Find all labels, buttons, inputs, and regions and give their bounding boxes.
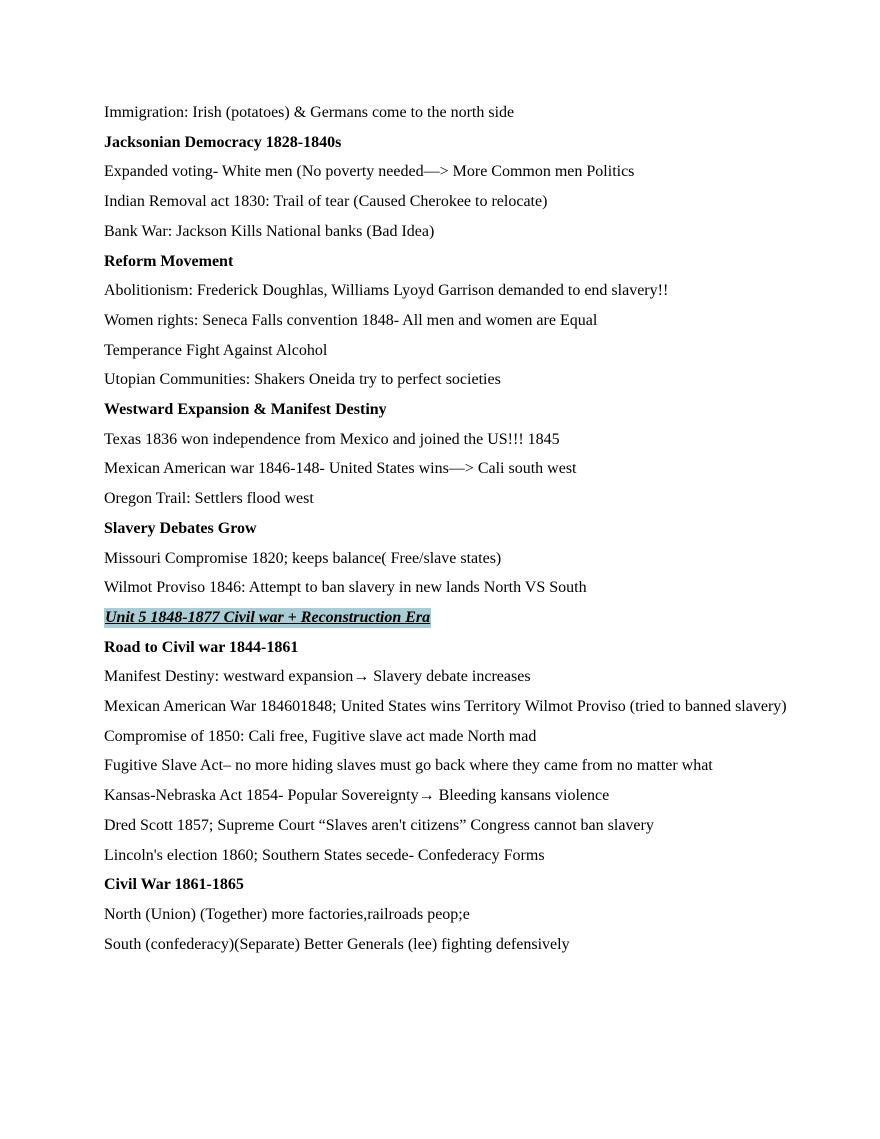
text-line: Manifest Destiny: westward expansion→ Slavery debate increases: [104, 668, 531, 686]
text-line-wrapped: Mexican American War 184601848; United States wins Territory Wilmot Proviso (tried to banned slavery): [104, 698, 787, 716]
text-line: Compromise of 1850: Cali free, Fugitive slave act made North mad: [104, 727, 537, 745]
text-line: Expanded voting- White men (No poverty needed—> More Common men Politics: [104, 163, 635, 181]
text-line: Missouri Compromise 1820; keeps balance( Free/slave states): [104, 549, 502, 567]
text-line: Oregon Trail: Settlers flood west: [104, 490, 314, 508]
text-line: Indian Removal act 1830: Trail of tear (Caused Cherokee to relocate): [104, 193, 548, 211]
unit-heading-row: [104, 603, 804, 633]
text-line: Abolitionism: Frederick Doughlas, Williams Lyoyd Garrison demanded to end slavery!!: [104, 282, 669, 300]
text-line: North (Union) (Together) more factories,railroads peop;e: [104, 905, 470, 923]
text-line: Wilmot Proviso 1846: Attempt to ban slavery in new lands North VS South: [104, 579, 587, 597]
text-line: Temperance Fight Against Alcohol: [104, 341, 328, 359]
text-line: Lincoln's election 1860; Southern States secede- Confederacy Forms: [104, 846, 545, 864]
section-heading-road-to-civil-war: Road to Civil war 1844-1861: [104, 638, 299, 656]
text-line: Fugitive Slave Act– no more hiding slaves must go back where they came from no matter what: [104, 757, 713, 775]
unit-5-heading: Unit 5 1848-1877 Civil war + Reconstruction Era: [105, 608, 431, 626]
section-heading-jacksonian: Jacksonian Democracy 1828-1840s: [104, 133, 342, 151]
text-line: Immigration: Irish (potatoes) & Germans come to the north side: [104, 104, 515, 121]
section-heading-civil-war: Civil War 1861-1865: [104, 876, 244, 894]
document-body: [104, 98, 804, 959]
text-line: Mexican American war 1846-148- United States wins—> Cali south west: [104, 460, 577, 478]
text-line: Utopian Communities: Shakers Oneida try to perfect societies: [104, 371, 501, 389]
section-heading-slavery-debates: Slavery Debates Grow: [104, 519, 257, 537]
text-line: Women rights: Seneca Falls convention 1848- All men and women are Equal: [104, 311, 598, 329]
text-line: Dred Scott 1857; Supreme Court “Slaves aren't citizens” Congress cannot ban slavery: [104, 816, 654, 834]
text-line: South (confederacy)(Separate) Better Generals (lee) fighting defensively: [104, 935, 570, 953]
text-line: Bank War: Jackson Kills National banks (Bad Idea): [104, 222, 435, 240]
text-line: Kansas-Nebraska Act 1854- Popular Sovereignty→ Bleeding kansans violence: [104, 787, 610, 805]
text-line: Texas 1836 won independence from Mexico and joined the US!!! 1845: [104, 430, 560, 448]
section-heading-reform: Reform Movement: [104, 252, 234, 270]
section-heading-westward: Westward Expansion & Manifest Destiny: [104, 401, 387, 419]
